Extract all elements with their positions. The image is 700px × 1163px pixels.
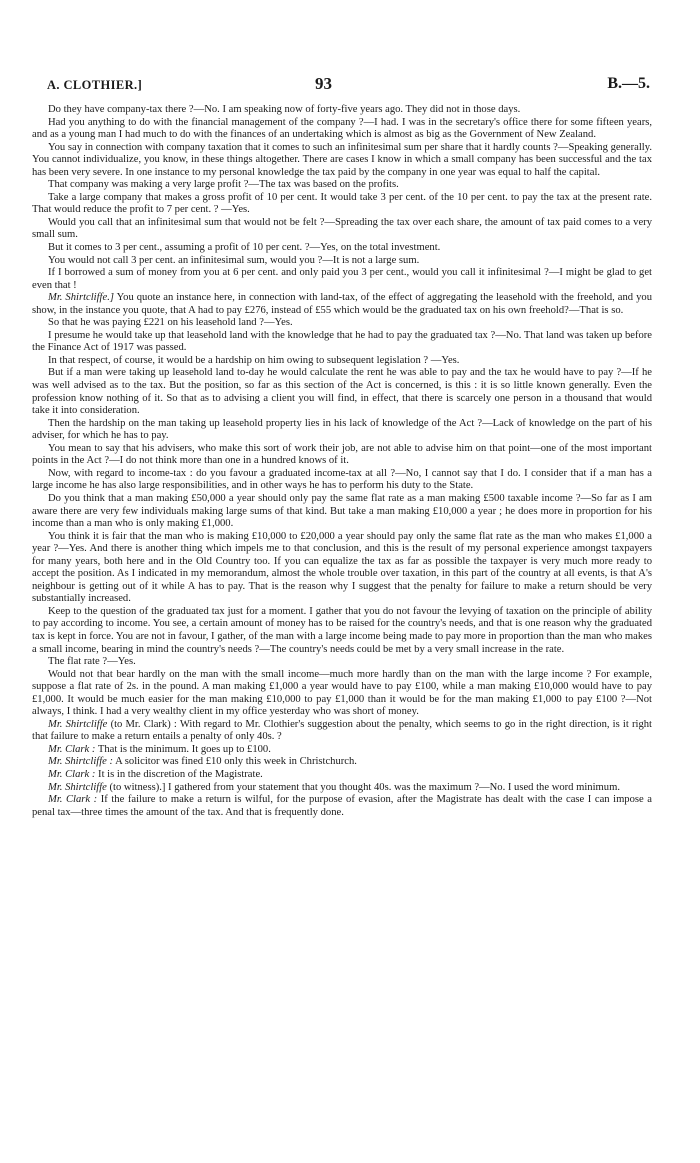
- paragraph: Mr. Shirtcliffe.] You quote an instance here, in connection with land-tax, of the effect of aggregating the leasehold with the freehold, and you show, in the instance you quote, that A had to pay £276, instead of £55 which would be the graduated tax on his own freehold?—That is so.: [32, 292, 652, 316]
- paragraph: So that he was paying £221 on his leasehold land ?—Yes.: [48, 317, 293, 329]
- speaker-label: Mr. Shirtcliffe.]: [48, 292, 114, 304]
- paragraph: You think it is fair that the man who is making £10,000 to £20,000 a year should pay only the same flat rate as the man who makes £1,000 a year ?—Yes. And there is another thing which impels me to that conclusion, and this is the result of my personal experience amongst taxpayers for many years, both here and in the Old Country too. If you can equalize the tax as far as possible the taxpayer is very much more ready to accept the position. As I indicated in my memorandum, almost the whole trouble over taxation, in this part of the country at all events, is that A's neighbour is getting out of it while A has to pay. That is the reason why I suggest that the penalty for failure to make a return should be very substantially increased.: [32, 530, 652, 605]
- paragraph: If I borrowed a sum of money from you at 6 per cent. and only paid you 3 per cent., would you call it infinitesimal ?—I might be glad to get even that !: [32, 267, 652, 291]
- paragraph: Would not that bear hardly on the man with the small income—much more hardly than on the man with the large income ? For example, suppose a flat rate of 2s. in the pound. A man making £1,000 a year would have to pay £100, while a man making £10,000 would have to pay £1,000. It would be much easier for the man making £10,000 to pay £1,000 than it would be for the man making £1,000 to pay £100 ?—Not always, I think. I had a very wealthy client in my office yesterday who was short of money.: [32, 668, 652, 718]
- speaker-label: Mr. Clark :: [48, 768, 96, 780]
- speaker-label: Mr. Shirtcliffe: [48, 781, 107, 793]
- speaker-label: Mr. Shirtcliffe: [48, 718, 108, 730]
- paragraph: Now, with regard to income-tax : do you favour a graduated income-tax at all ?—No, I cannot say that I do. I consider that if a man has a large income he has also large responsibilities, and in other ways he has to perform his duty to the State.: [32, 467, 652, 492]
- document-reference: B.—5.: [607, 75, 650, 92]
- paragraph: You mean to say that his advisers, who make this sort of work their job, are not able to advise him on that point—one of the most important points in the Act ?—I do not think more than one in a hundred knows of it.: [32, 442, 652, 467]
- paragraph: Had you anything to do with the financial management of the company ?—I had. I was in the secretary's office there for some fifteen years, and as a young man I had much to do with the finances of an undertaking which is almost as big as the Government of New Zealand.: [32, 116, 652, 141]
- speaker-label: Mr. Shirtcliffe :: [48, 756, 114, 768]
- paragraph: You say in connection with company taxation that it comes to such an infinitesimal sum per share that it hardly counts ?—Speaking generally. You cannot individualize, you know, in these things altogether. There are cases I know in which a small company has been successful and the tax has been very severe. In one instance to my personal knowledge the tax paid by the company in one year was equal to half the capital.: [32, 141, 652, 178]
- speaker-label: Mr. Clark :: [48, 743, 96, 755]
- paragraph: But if a man were taking up leasehold land to-day he would calculate the rent he was able to pay and the tax he would have to pay ?—If he was well advised as to the tax. But the position, so far as this section of the Act is concerned, is this : it is so little known generally. Even the profession know nothing of it. So that as to advising a client you will find, in effect, that there is scarcely one person in a thousand that would take it into consideration.: [32, 367, 652, 417]
- paragraph: But it comes to 3 per cent., assuming a profit of 10 per cent. ?—Yes, on the total investment.: [48, 242, 441, 254]
- paragraph: Would you call that an infinitesimal sum that would not be felt ?—Spreading the tax over each share, the amount of tax paid comes to a very small sum.: [32, 216, 652, 241]
- speaker-label: Mr. Clark :: [48, 794, 98, 806]
- paragraph: Mr. Clark : It is in the discretion of the Magistrate.: [48, 768, 263, 780]
- paragraph: I presume he would take up that leasehold land with the knowledge that he had to pay the graduated tax ?—No. That land was taken up before the Finance Act of 1917 was passed.: [32, 329, 652, 354]
- paragraph: Mr. Clark : That is the minimum. It goes up to £100.: [48, 743, 271, 755]
- paragraph: Mr. Shirtcliffe (to witness).] I gathered from your statement that you thought 40s. was the maximum ?—No. I used the word minimum.: [48, 781, 620, 793]
- page-header: [47, 74, 650, 96]
- paragraph: Mr. Shirtcliffe (to Mr. Clark) : With regard to Mr. Clothier's suggestion about the penalty, which seems to go in the right direction, is it right that failure to make a return entails a penalty of only 40s. ?: [32, 718, 652, 743]
- paragraph: Do they have company-tax there ?—No. I am speaking now of forty-five years ago. They did not in those days.: [48, 104, 521, 115]
- paragraph: In that respect, of course, it would be a hardship on him owing to subsequent legislation ? —Yes.: [48, 354, 460, 366]
- paragraph: Mr. Clark : If the failure to make a return is wilful, for the purpose of evasion, after the Magistrate has dealt with the case I can impose a penal tax—three times the amount of the tax. And that is frequently done.: [32, 794, 652, 818]
- paragraph: Do you think that a man making £50,000 a year should only pay the same flat rate as a man making £500 taxable income ?—So far as I am aware there are very few individuals making large sums of that kind. But take a man making £10,000 a year ; he does more in proportion for his income than a man who is only making £1,000.: [32, 492, 652, 530]
- paragraph: That company was making a very large profit ?—The tax was based on the profits.: [48, 179, 399, 191]
- page-number: 93: [315, 74, 332, 93]
- transcript-body: [32, 104, 652, 819]
- paragraph: Mr. Shirtcliffe : A solicitor was fined £10 only this week in Christchurch.: [48, 756, 357, 768]
- paragraph: Keep to the question of the graduated tax just for a moment. I gather that you do not favour the levying of taxation on the principle of ability to pay according to income. You see, a certain amount of money has to be raised for the country's needs, and that is one reason why the graduated tax is kept in force. You are not in favour, I gather, of the man with a large income being made to pay more in proportion than the man who makes a small income, bearing in mind the country's needs ?—The country's needs could be met by a very small increase in the rate.: [32, 605, 652, 655]
- paragraph: You would not call 3 per cent. an infinitesimal sum, would you ?—It is not a large sum.: [48, 254, 420, 266]
- paragraph: Then the hardship on the man taking up leasehold property lies in his lack of knowledge of the Act ?—Lack of knowledge on the part of his adviser, for which he has to pay.: [32, 417, 652, 442]
- header-witness-name: A. CLOTHIER.]: [47, 78, 143, 92]
- paragraph: Take a large company that makes a gross profit of 10 per cent. It would take 3 per cent. of the 10 per cent. to pay the tax at the present rate. That would reduce the profit to 7 per cent. ? —Yes.: [32, 191, 652, 216]
- paragraph: The flat rate ?—Yes.: [48, 656, 136, 668]
